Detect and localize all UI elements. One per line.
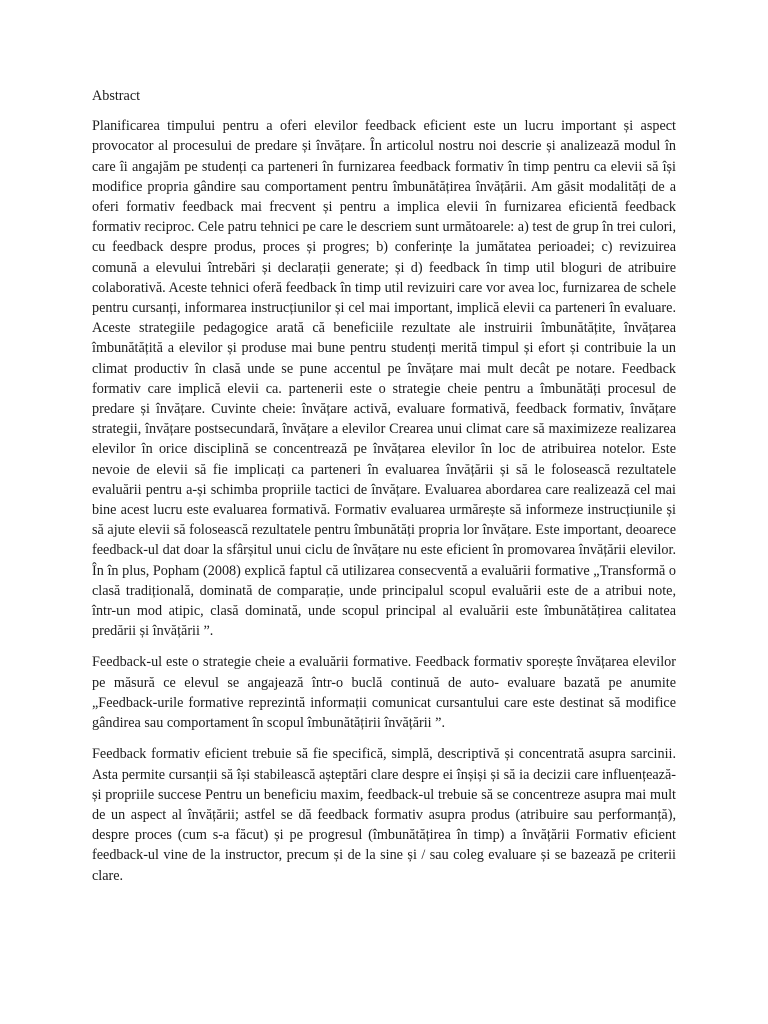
- document-body: [92, 86, 676, 897]
- paragraph-1: Planificarea timpului pentru a oferi elevilor feedback eficient este un lucru important și aspect provocator al procesului de predare și învățare. În articolul nostru noi descrie și analizează modul în care îi angajăm pe studenți ca parteneri în furnizarea feedback formativ în timp pentru ca elevii să își modifice propria gândire sau comportament pentru îmbunătățirea învățării. Am găsit modalități de a oferi formativ feedback mai frecvent și pentru a implica elevii în furnizarea eficientă feedback formativ reciproc. Cele patru tehnici pe care le descriem sunt următoarele: a) test de grup în trei culori, cu feedback despre produs, proces și progres; b) conferințe la jumătatea perioadei; c) revizuirea comună a elevului întrebări și declarații generate; și d) feedback în timp util bloguri de atribuire colaborativă. Aceste tehnici oferă feedback în timp util revizuiri care vor avea loc, furnizarea de schele pentru cursanți, informarea instrucțiunilor și cel mai important, implică elevii ca parteneri în evaluare. Aceste strategiile pedagogice arată că beneficiile rezultate ale instruirii îmbunătățite, învățarea îmbunătățită a elevilor și produse mai bune pentru studenți merită timpul și efort și contribuie la un climat productiv în clasă unde se pune accentul pe învățare mai mult decât pe notare. Feedback formativ care implică elevii ca. partenerii este o strategie cheie pentru a îmbunătăți procesul de predare și învățare. Cuvinte cheie: învățare activă, evaluare formativă, feedback formativ, învățare strategii, învățare postsecundară, învățare a elevilor Crearea unui climat care să maximizeze realizarea elevilor în orice disciplină se concentrează pe învățarea elevilor în loc de atribuirea notelor. Este nevoie de elevii să fie implicați ca parteneri în evaluarea învățării și să le folosească rezultatele evaluării pentru a-și schimba propriile tactici de învățare. Evaluarea abordarea care realizează cel mai bine acest lucru este evaluarea formativă. Formativ evaluarea urmărește să informeze instrucțiunile și să ajute elevii să folosească rezultatele pentru îmbunătăți propria lor învățare. Este important, deoarece feedback-ul dat doar la sfârșitul unui ciclu de învățare nu este eficient în promovarea învățării elevilor. În în plus, Popham (2008) explică faptul că utilizarea consecventă a evaluării formative „Transformă o clasă tradițională, dominată de comparație, unde principalul scopul evaluării este de a atribui note, într-un mod atipic, clasă dominată, unde scopul principal al evaluării este îmbunătățirea calitatea predării și învățării ”.: [92, 118, 676, 640]
- document-heading: Abstract: [92, 88, 141, 104]
- paragraph-3: Feedback formativ eficient trebuie să fie specifică, simplă, descriptivă și concentrată asupra sarcinii. Asta permite cursanții să își stabilească așteptări clare despre ei înșiși și să ia decizii care influențează-și propriile succese Pentru un beneficiu maxim, feedback-ul trebuie să se concentreze asupra mai mult de un aspect al învățării; astfel se dă feedback formativ asupra produs (atribuire sau performanță), despre proces (cum s-a făcut) și pe progresul (îmbunătățirea în timp) a învățării Formativ eficient feedback-ul vine de la instructor, precum și de la sine și / sau coleg evaluare și se bazează pe criterii clare.: [92, 746, 676, 884]
- paragraph-2: Feedback-ul este o strategie cheie a evaluării formative. Feedback formativ sporește învățarea elevilor pe măsură ce elevul se angajează într-o buclă continuă de auto- evaluare bazată pe anumite „Feedback-urile formative reprezintă informații comunicat cursantului care este destinat să modifice gândirea sau comportament în scopul îmbunătățirii învățării ”.: [92, 654, 676, 732]
